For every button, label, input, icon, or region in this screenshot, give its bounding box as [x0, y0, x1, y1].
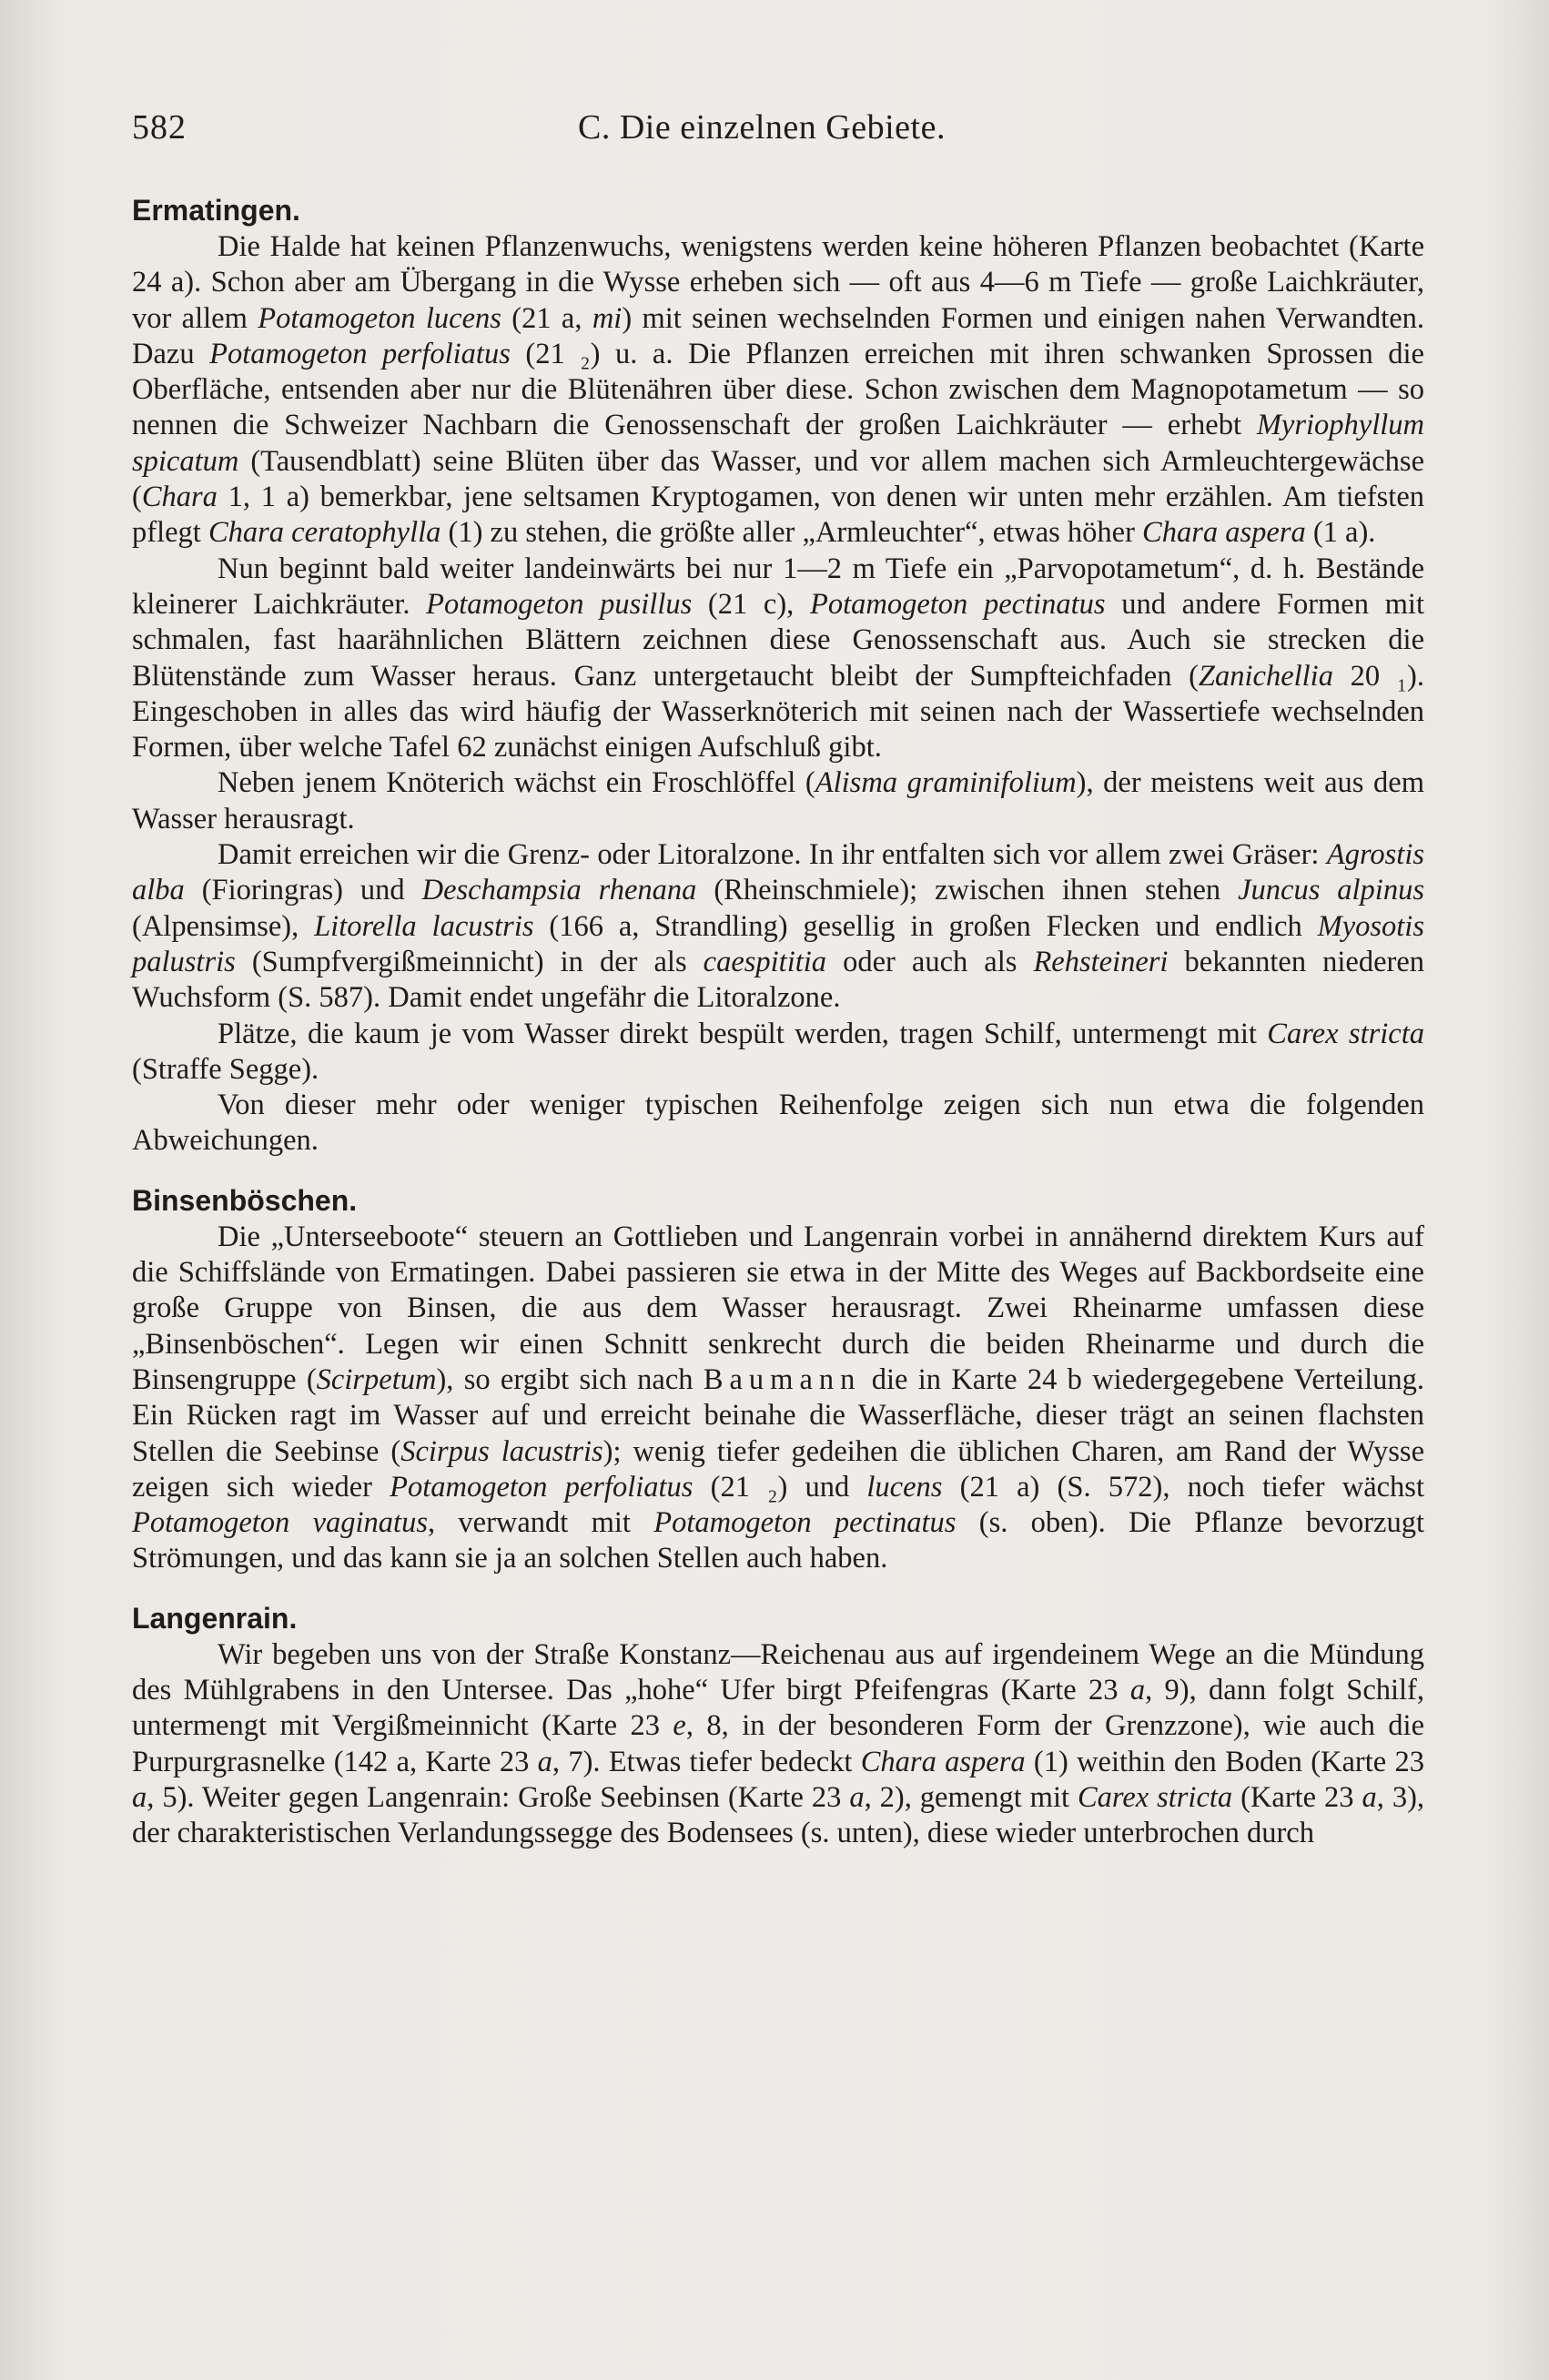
text-run: (21 ₂) u. a. Die Pflanzen erreichen mit ihren schwanken Sprossen die Oberfläche, entsenden aber nur die Blütenähren über diese. Schon zwischen dem Magnopotametum — so nennen die Schweizer Nachbarn die Genossenschaft der großen Laichkräuter — erhebt — [132, 337, 1424, 442]
paragraph — [132, 1088, 1424, 1160]
species-name: Myosotis palustris — [132, 909, 1424, 978]
author-name: Baumann — [703, 1362, 862, 1396]
text-run: und andere Formen mit schmalen, fast haarähnlichen Blättern zeichnen diese Genossenschaft aus. Auch sie strecken die Blütenstände zum Wasser heraus. Ganz untergetaucht bleibt der Sumpfteichfaden ( — [132, 587, 1424, 693]
species-name: Potamogeton lucens — [258, 301, 501, 335]
species-name: a — [1129, 1673, 1146, 1707]
species-name: Litorella lacustris — [314, 909, 534, 943]
text-run: , verwandt mit — [427, 1506, 654, 1540]
text-run: ), der meistens weit aus dem Wasser herausragt. — [132, 766, 1424, 836]
species-name: a — [849, 1780, 865, 1814]
text-run: (Sumpfvergißmeinnicht) in der als — [235, 945, 704, 978]
paragraph — [132, 1017, 1424, 1089]
text-run: (Karte 23 — [1232, 1780, 1362, 1814]
text-run: , 2), gemengt mit — [864, 1780, 1078, 1814]
text-run: , 5). Weiter gegen Langenrain: Große Seebinsen (Karte 23 — [147, 1780, 850, 1814]
text-run: (Alpensimse), — [132, 909, 315, 943]
species-name: Potamogeton perfoliatus — [390, 1470, 694, 1504]
text-run: , 8, in der besonderen Form der Grenzzone), wie auch die Purpurgrasnelke (142 a, Karte 23 — [132, 1709, 1424, 1778]
species-name: Rehsteineri — [1033, 945, 1169, 978]
text-run: Wir begeben uns von der Straße Konstanz—Reichenau aus auf irgendeinem Wege an die Mündung des Mühlgrabens in den Untersee. Das „hohe“ Ufer birgt Pfeifengras (Karte 23 — [132, 1637, 1424, 1707]
text-run: Die „Unterseeboote“ steuern an Gottlieben und Langenrain vorbei in annähernd direktem Kurs auf die Schiffslände von Ermatingen. Dabei passieren sie etwa in der Mitte des Weges auf Backbordseite eine große Gruppe von Binsen, die aus dem Wasser herausragt. Zwei Rheinarme umfassen diese „Binsenböschen“. Legen wir einen Schnitt senkrecht durch die beiden Rheinarme und durch die Binsengruppe ( — [132, 1220, 1424, 1396]
species-name: Scirpus lacustris — [400, 1434, 603, 1468]
species-name: lucens — [866, 1470, 943, 1504]
species-name: a — [1362, 1780, 1377, 1814]
text-run: bekannten niederen Wuchsform (S. 587). Damit endet ungefähr die Litoralzone. — [132, 945, 1424, 1015]
species-name: Juncus alpinus — [1238, 874, 1424, 907]
species-name: Scirpetum — [316, 1362, 437, 1396]
species-name: Chara aspera — [1142, 516, 1306, 550]
paragraph — [132, 1637, 1424, 1852]
species-name: Potamogeton pusillus — [426, 587, 693, 621]
text-run: , 3), der charakteristischen Verlandungssegge des Bodensees (s. unten), diese wieder unterbrochen durch — [132, 1780, 1425, 1850]
paragraph — [132, 229, 1424, 552]
text-run: (Straffe Segge). — [132, 1052, 319, 1086]
section-heading: Langenrain. — [132, 1601, 298, 1635]
species-name: Potamogeton pectinatus — [809, 587, 1106, 621]
text-run: (Rheinschmiele); zwischen ihnen stehen — [696, 874, 1239, 907]
text-run: ) mit seinen wechselnden Formen und einigen nahen Verwandten. Dazu — [132, 301, 1425, 370]
section-heading: Ermatingen. — [132, 194, 300, 227]
species-name: Agrostis alba — [132, 838, 1424, 907]
text-run: (1 a). — [1305, 516, 1376, 550]
paragraph — [132, 765, 1424, 837]
text-run: Neben jenem Knöterich wächst ein Froschlöffel ( — [218, 766, 815, 800]
section — [132, 1601, 1424, 1852]
species-name: Potamogeton pectinatus — [653, 1506, 957, 1540]
text-run: (21 ₂) und — [693, 1470, 867, 1504]
species-name: caespititia — [703, 945, 827, 978]
text-run: (Fioringras) und — [184, 874, 422, 907]
text-run: , 9), dann folgt Schilf, untermengt mit Vergißmeinnicht (Karte 23 — [132, 1673, 1424, 1743]
text-run: ); wenig tiefer gedeihen die üblichen Charen, am Rand der Wysse zeigen sich wieder — [132, 1434, 1424, 1504]
species-name: mi — [592, 301, 623, 335]
page-body — [132, 193, 1424, 1851]
species-name: Zanichellia — [1198, 659, 1333, 693]
page-header — [132, 107, 1424, 162]
text-run: Plätze, die kaum je vom Wasser direkt bespült werden, tragen Schilf, untermengt mit — [218, 1017, 1268, 1050]
running-head: C. Die einzelnen Gebiete. — [578, 108, 946, 147]
species-name: Deschampsia rhenana — [421, 874, 697, 907]
species-name: Myriophyllum spicatum — [132, 409, 1424, 478]
species-name: Carex stricta — [1077, 1780, 1233, 1814]
text-run: (Tausendblatt) seine Blüten über das Wasser, und vor allem machen sich Armleuchtergewächse ( — [132, 444, 1424, 514]
page-number: 582 — [132, 108, 187, 147]
species-name: Alisma graminifolium — [815, 766, 1077, 800]
section — [132, 1183, 1424, 1577]
text-run: (s. oben). Die Pflanze bevorzugt Strömungen, und das kann sie ja an solchen Stellen auch haben. — [132, 1506, 1424, 1575]
text-run: (166 a, Strandling) gesellig in großen Flecken und endlich — [533, 909, 1318, 943]
species-name: Potamogeton vaginatus — [132, 1506, 428, 1540]
text-run: (1) weithin den Boden (Karte 23 — [1025, 1745, 1425, 1778]
text-run: Die Halde hat keinen Pflanzenwuchs, wenigstens werden keine höheren Pflanzen beobachtet (Karte 24 a). Schon aber am Übergang in die Wysse erheben sich — oft aus 4—6 m Tiefe — große Laichkräuter, vor allem — [132, 230, 1424, 335]
section-heading: Binsenböschen. — [132, 1183, 358, 1217]
species-name: a — [537, 1745, 552, 1778]
text-run: oder auch als — [826, 945, 1034, 978]
text-run: Nun beginnt bald weiter landeinwärts bei nur 1—2 m Tiefe ein „Parvopotametum“, d. h. Bestände kleinerer Laichkräuter. — [132, 552, 1424, 621]
text-run: (21 a) (S. 572), noch tiefer wächst — [942, 1470, 1424, 1504]
species-name: Potamogeton perfoliatus — [209, 337, 511, 370]
text-run: (1) zu stehen, die größte aller „Armleuchter“, etwas höher — [440, 516, 1143, 550]
text-run: , 7). Etwas tiefer bedeckt — [552, 1745, 861, 1778]
text-run: (21 c), — [692, 587, 810, 621]
species-name: e — [673, 1709, 686, 1743]
species-name: Chara aspera — [860, 1745, 1026, 1778]
text-run: Von dieser mehr oder weniger typischen Reihenfolge zeigen sich nun etwa die folgenden Abweichungen. — [132, 1089, 1424, 1158]
species-name: Carex stricta — [1267, 1017, 1424, 1050]
text-run: Damit erreichen wir die Grenz- oder Litoralzone. In ihr entfalten sich vor allem zwei Gräser: — [218, 838, 1327, 872]
paragraph — [132, 837, 1424, 1016]
species-name: Chara ceratophylla — [208, 516, 441, 550]
text-run: (21 a, — [501, 301, 592, 335]
text-run: ), so ergibt sich nach — [436, 1362, 704, 1396]
text-run: 1, 1 a) bemerkbar, jene seltsamen Kryptogamen, von denen wir unten mehr erzählen. Am tiefsten pflegt — [132, 481, 1424, 550]
text-run: 20 ₁). Eingeschoben in alles das wird häufig der Wasserknöterich mit seinen nach der Wassertiefe wechselnden Formen, über welche Tafel 62 zunächst einigen Aufschluß gibt. — [132, 659, 1425, 765]
section — [132, 193, 1424, 1160]
species-name: a — [132, 1780, 147, 1814]
paragraph — [132, 1220, 1424, 1577]
paragraph — [132, 552, 1424, 766]
text-run: die in Karte 24 b wiedergegebene Verteilung. Ein Rücken ragt im Wasser auf und erreicht beinahe die Wasserfläche, dieser trägt an seinen flachsten Stellen die Seebinse ( — [132, 1362, 1424, 1468]
species-name: Chara — [141, 481, 218, 514]
